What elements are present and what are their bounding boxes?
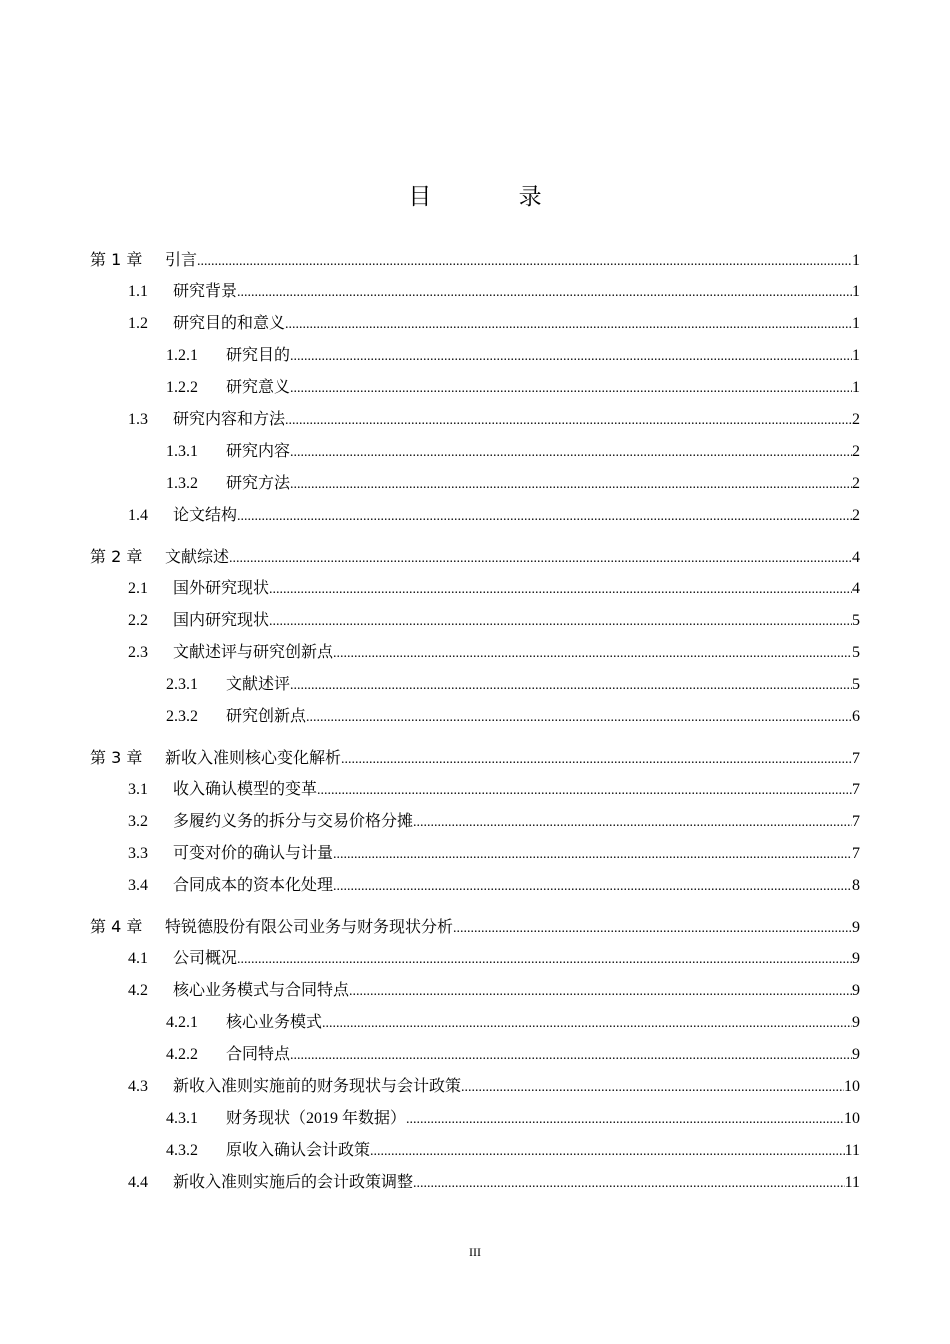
toc-entry-number: 第 1 章 [90, 250, 143, 269]
toc-entry-page: 5 [852, 612, 860, 629]
toc-section-entry[interactable] [0, 372, 860, 404]
page-title: 目 录 [408, 184, 582, 210]
toc-entry-page: 2 [852, 411, 860, 428]
toc-entry-page: 7 [852, 813, 860, 830]
toc-leader-dots [290, 341, 852, 373]
toc-entry-label: 研究意义 [226, 379, 291, 396]
toc-chapter-entry[interactable] [0, 244, 860, 276]
toc-entry-number: 4.3.1 [166, 1110, 198, 1127]
toc-entry-page: 7 [852, 750, 860, 767]
toc-leader-dots [229, 543, 852, 575]
toc-section-entry[interactable] [0, 1103, 860, 1135]
toc-entry-label: 研究目的和意义 [173, 315, 286, 332]
toc-entry-label: 文献述评与研究创新点 [173, 644, 334, 661]
toc-entry-number: 4.2.2 [166, 1046, 198, 1063]
toc-leader-dots [349, 976, 852, 1008]
toc-entry-label: 新收入准则核心变化解析 [165, 748, 342, 767]
toc-section-entry[interactable] [0, 276, 860, 308]
toc-entry-number: 第 4 章 [90, 917, 143, 936]
toc-leader-dots [306, 702, 852, 734]
toc-section-entry[interactable] [0, 404, 860, 436]
toc-entry-label: 研究背景 [173, 283, 238, 300]
toc-entry-number: 2.3 [128, 644, 148, 661]
toc-entry-label: 文献综述 [165, 547, 230, 566]
toc-entry-number: 3.4 [128, 877, 148, 894]
toc-entry-number: 2.3.2 [166, 708, 198, 725]
toc-section-entry[interactable] [0, 774, 860, 806]
toc-entry-label: 核心业务模式 [226, 1014, 323, 1031]
toc-entry-label: 特锐德股份有限公司业务与财务现状分析 [165, 917, 454, 936]
toc-entry-number: 3.2 [128, 813, 148, 830]
toc-leader-dots [333, 839, 852, 871]
toc-entry-number: 2.2 [128, 612, 148, 629]
toc-entry-page: 6 [852, 708, 860, 725]
toc-entry-page: 10 [844, 1110, 860, 1127]
toc-section-entry[interactable] [0, 1071, 860, 1103]
toc-entry-page: 9 [852, 1014, 860, 1031]
toc-leader-dots [197, 246, 852, 278]
toc-section-entry[interactable] [0, 701, 860, 733]
toc-section-entry[interactable] [0, 1039, 860, 1071]
toc-entry-page: 2 [852, 507, 860, 524]
toc-entry-page: 9 [852, 950, 860, 967]
toc-leader-dots [413, 1168, 845, 1200]
toc-leader-dots [333, 871, 852, 903]
toc-section-entry[interactable] [0, 943, 860, 975]
toc-chapter-entry[interactable] [0, 541, 860, 573]
toc-entry-page: 1 [852, 379, 860, 396]
toc-entry-page: 9 [852, 982, 860, 999]
toc-entry-page: 9 [852, 919, 860, 936]
toc-entry-number: 第 3 章 [90, 748, 143, 767]
toc-entry-page: 11 [844, 1142, 860, 1159]
toc-leader-dots [341, 744, 852, 776]
toc-entry-number: 2.3.1 [166, 676, 198, 693]
toc-entry-page: 1 [852, 252, 860, 269]
toc-entry-number: 1.2.2 [166, 379, 198, 396]
toc-leader-dots [290, 437, 852, 469]
toc-leader-dots [370, 1136, 845, 1168]
toc-entry-page: 9 [852, 1046, 860, 1063]
toc-entry-number: 2.1 [128, 580, 148, 597]
toc-leader-dots [317, 775, 852, 807]
toc-entry-label: 研究方法 [226, 475, 291, 492]
toc-entry-page: 2 [852, 443, 860, 460]
toc-entry-number: 1.2 [128, 315, 148, 332]
toc-entry-number: 1.1 [128, 283, 148, 300]
toc-section-entry[interactable] [0, 637, 860, 669]
toc-entry-page: 1 [852, 347, 860, 364]
toc-leader-dots [285, 309, 852, 341]
toc-leader-dots [290, 670, 852, 702]
toc-section-entry[interactable] [0, 975, 860, 1007]
toc-section-entry[interactable] [0, 605, 860, 637]
toc-leader-dots [322, 1008, 852, 1040]
toc-entry-label: 财务现状（2019 年数据） [226, 1110, 407, 1127]
toc-section-entry[interactable] [0, 838, 860, 870]
toc-entry-label: 核心业务模式与合同特点 [173, 982, 350, 999]
toc-entry-number: 1.2.1 [166, 347, 198, 364]
toc-entry-label: 国外研究现状 [173, 580, 270, 597]
toc-section-entry[interactable] [0, 468, 860, 500]
toc-leader-dots [290, 1040, 852, 1072]
toc-entry-label: 可变对价的确认与计量 [173, 845, 334, 862]
toc-entry-number: 4.4 [128, 1174, 148, 1191]
toc-entry-label: 研究内容 [226, 443, 291, 460]
toc-entry-page: 7 [852, 781, 860, 798]
toc-entry-label: 收入确认模型的变革 [173, 781, 318, 798]
toc-entry-page: 5 [852, 644, 860, 661]
toc-entry-number: 4.2 [128, 982, 148, 999]
toc-leader-dots [269, 606, 852, 638]
toc-entry-page: 4 [852, 580, 860, 597]
toc-leader-dots [269, 574, 852, 606]
toc-section-entry[interactable] [0, 500, 860, 532]
toc-leader-dots [413, 807, 852, 839]
toc-entry-label: 研究内容和方法 [173, 411, 286, 428]
toc-entry-page: 8 [852, 877, 860, 894]
toc-entry-page: 11 [844, 1174, 860, 1191]
toc-leader-dots [333, 638, 852, 670]
toc-leader-dots [461, 1072, 844, 1104]
toc-entry-number: 3.3 [128, 845, 148, 862]
toc-entry-label: 多履约义务的拆分与交易价格分摊 [173, 813, 414, 830]
toc-leader-dots [237, 944, 852, 976]
toc-chapter-entry[interactable] [0, 742, 860, 774]
toc-section-entry[interactable] [0, 870, 860, 902]
toc-leader-dots [285, 405, 852, 437]
toc-entry-label: 研究创新点 [226, 708, 307, 725]
toc-entry-label: 文献述评 [226, 676, 291, 693]
toc-entry-number: 4.2.1 [166, 1014, 198, 1031]
toc-leader-dots [237, 277, 852, 309]
toc-entry-number: 第 2 章 [90, 547, 143, 566]
toc-entry-number: 1.3.2 [166, 475, 198, 492]
toc-entry-page: 5 [852, 676, 860, 693]
toc-entry-number: 1.3.1 [166, 443, 198, 460]
toc-leader-dots [453, 913, 852, 945]
toc-section-entry[interactable] [0, 806, 860, 838]
toc-leader-dots [237, 501, 852, 533]
toc-leader-dots [290, 469, 852, 501]
toc-entry-number: 4.1 [128, 950, 148, 967]
toc-section-entry[interactable] [0, 1167, 860, 1199]
toc-section-entry[interactable] [0, 669, 860, 701]
toc-entry-number: 3.1 [128, 781, 148, 798]
toc-section-entry[interactable] [0, 573, 860, 605]
toc-entry-number: 4.3 [128, 1078, 148, 1095]
toc-entry-label: 合同特点 [226, 1046, 291, 1063]
toc-section-entry[interactable] [0, 1007, 860, 1039]
toc-section-entry[interactable] [0, 436, 860, 468]
toc-entry-label: 国内研究现状 [173, 612, 270, 629]
toc-entry-label: 新收入准则实施后的会计政策调整 [173, 1174, 414, 1191]
toc-entry-page: 1 [852, 283, 860, 300]
toc-entry-label: 研究目的 [226, 347, 291, 364]
toc-section-entry[interactable] [0, 340, 860, 372]
toc-entry-page: 2 [852, 475, 860, 492]
toc-entry-label: 引言 [165, 250, 198, 269]
toc-entry-number: 4.3.2 [166, 1142, 198, 1159]
toc-leader-dots [290, 373, 852, 405]
toc-entry-page: 4 [852, 549, 860, 566]
toc-entry-page: 7 [852, 845, 860, 862]
page-number-footer: III [469, 1245, 481, 1259]
toc-entry-number: 1.4 [128, 507, 148, 524]
toc-entry-number: 1.3 [128, 411, 148, 428]
toc-section-entry[interactable] [0, 308, 860, 340]
toc-entry-label: 公司概况 [173, 950, 238, 967]
toc-entry-label: 原收入确认会计政策 [226, 1142, 371, 1159]
toc-leader-dots [406, 1104, 844, 1136]
toc-chapter-entry[interactable] [0, 911, 860, 943]
toc-section-entry[interactable] [0, 1135, 860, 1167]
toc-entry-label: 论文结构 [173, 507, 238, 524]
toc-entry-page: 1 [852, 315, 860, 332]
toc-entry-page: 10 [844, 1078, 860, 1095]
toc-entry-label: 新收入准则实施前的财务现状与会计政策 [173, 1078, 462, 1095]
toc-entry-label: 合同成本的资本化处理 [173, 877, 334, 894]
